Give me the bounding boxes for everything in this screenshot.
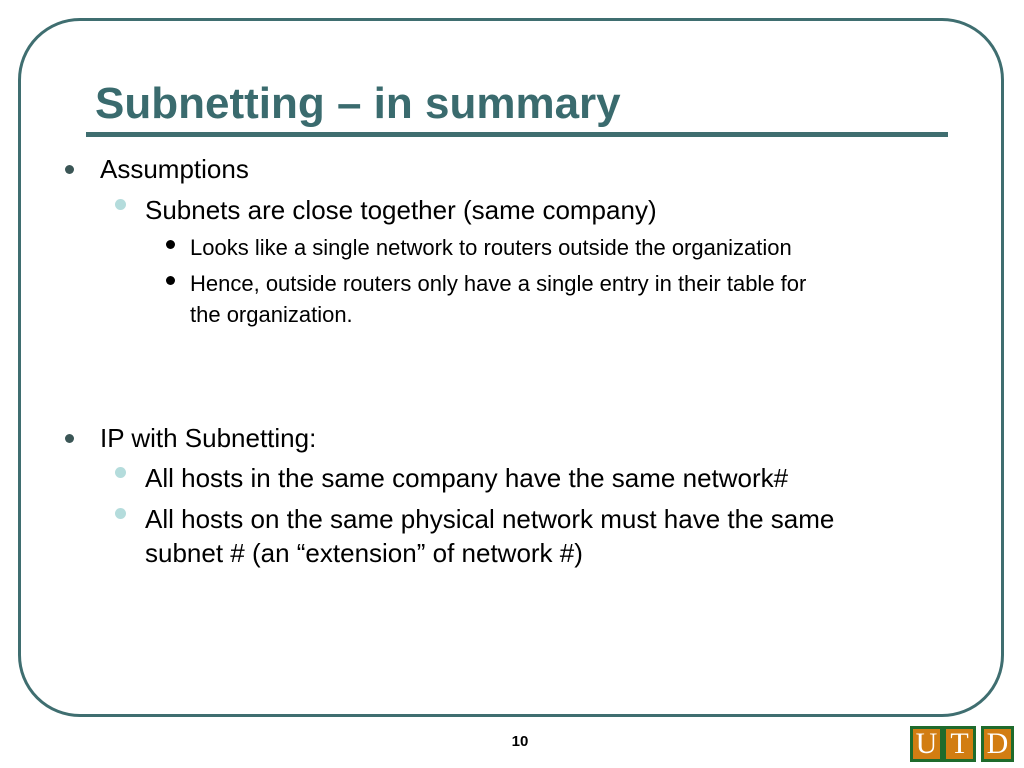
bullet-same-subnet: All hosts on the same physical network must have the same bbox=[145, 504, 835, 534]
logo-letter-u: U bbox=[910, 726, 943, 762]
bullet-ip-subnetting: IP with Subnetting: bbox=[100, 423, 317, 453]
slide-title: Subnetting – in summary bbox=[95, 79, 621, 128]
bullet-level3-icon bbox=[166, 276, 175, 285]
logo-letter-d: D bbox=[981, 726, 1014, 762]
page-number: 10 bbox=[511, 733, 529, 750]
bullet-single-entry-cont: the organization. bbox=[190, 302, 353, 327]
bullet-level1-icon bbox=[65, 165, 74, 174]
bullet-subnets-close: Subnets are close together (same company) bbox=[145, 195, 657, 225]
bullet-level2-icon bbox=[115, 467, 126, 478]
title-underline bbox=[86, 132, 948, 137]
bullet-level2-icon bbox=[115, 199, 126, 210]
bullet-single-network: Looks like a single network to routers outside the organization bbox=[190, 235, 792, 260]
bullet-same-subnet-cont: subnet # (an “extension” of network #) bbox=[145, 538, 583, 568]
bullet-same-network: All hosts in the same company have the same network# bbox=[145, 463, 789, 493]
bullet-level2-icon bbox=[115, 508, 126, 519]
bullet-assumptions: Assumptions bbox=[100, 154, 249, 184]
bullet-single-entry: Hence, outside routers only have a single entry in their table for bbox=[190, 271, 807, 296]
utd-logo bbox=[910, 726, 1014, 762]
bullet-level3-icon bbox=[166, 240, 175, 249]
bullet-level1-icon bbox=[65, 434, 74, 443]
logo-letter-t: T bbox=[943, 726, 976, 762]
